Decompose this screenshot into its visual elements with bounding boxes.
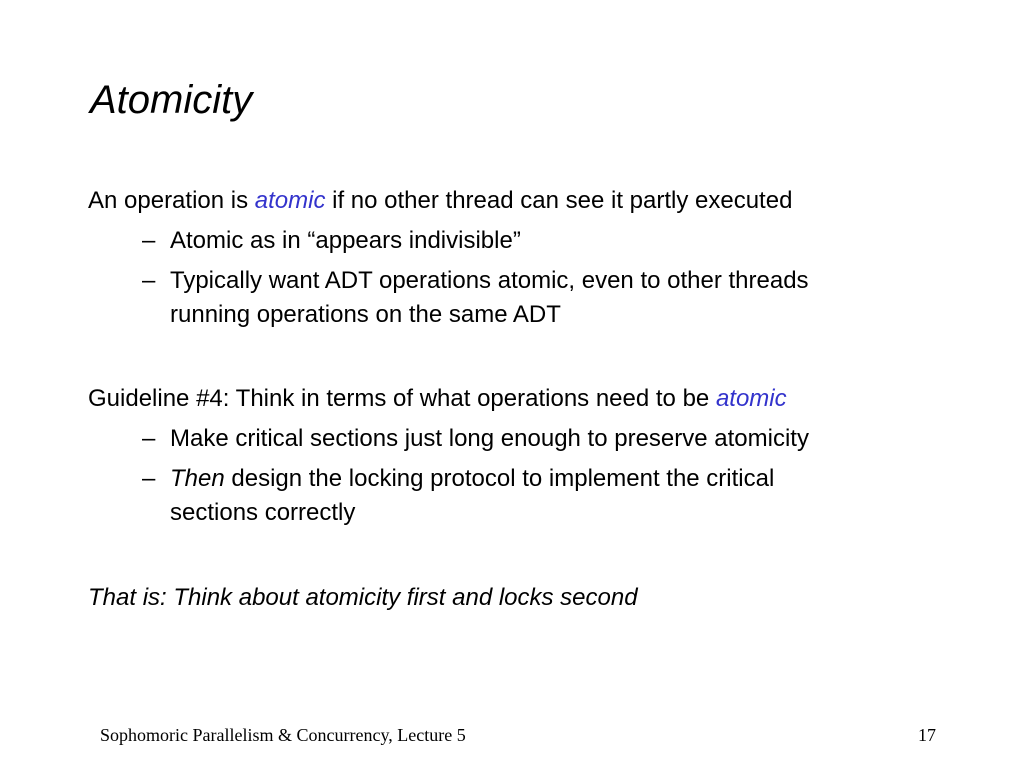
summary-text: That is: Think about atomicity first and locks second <box>88 584 638 611</box>
atomic-emphasis: atomic <box>715 385 787 412</box>
bullet-critical-sections <box>88 422 809 456</box>
footer-page-number: 17 <box>918 725 936 745</box>
bullet-text-line1 <box>170 462 809 496</box>
bullet-text-rest: design the locking protocol to implement the critical <box>224 465 775 492</box>
guideline-line <box>88 382 809 416</box>
bullet-dash: – <box>142 267 156 294</box>
guideline-block <box>88 382 809 530</box>
bullet-text-line2: running operations on the same ADT <box>170 301 561 328</box>
atomic-emphasis: atomic <box>254 187 326 214</box>
definition-text-after: if no other thread can see it partly executed <box>325 187 793 214</box>
then-emphasis: Then <box>170 465 225 492</box>
definition-text-before: An operation is <box>88 187 255 214</box>
bullet-locking-protocol <box>88 462 809 530</box>
slide-title: Atomicity <box>90 78 253 122</box>
bullet-text: Atomic as in “appears indivisible” <box>170 227 521 254</box>
bullet-dash: – <box>142 465 156 492</box>
bullet-text-line2: sections correctly <box>170 499 356 526</box>
footer-course: Sophomoric Parallelism & Concurrency, Lecture 5 <box>100 725 466 745</box>
definition-line <box>88 184 809 218</box>
bullet-adt-operations <box>88 264 809 332</box>
bullet-dash: – <box>142 227 156 254</box>
definition-block <box>88 184 809 332</box>
bullet-text: Make critical sections just long enough to preserve atomicity <box>170 425 809 452</box>
summary-block <box>88 581 638 615</box>
bullet-indivisible <box>88 224 809 258</box>
bullet-dash: – <box>142 425 156 452</box>
guideline-text: Guideline #4: Think in terms of what operations need to be <box>88 385 716 412</box>
bullet-text-line1: Typically want ADT operations atomic, even to other threads <box>170 267 809 294</box>
